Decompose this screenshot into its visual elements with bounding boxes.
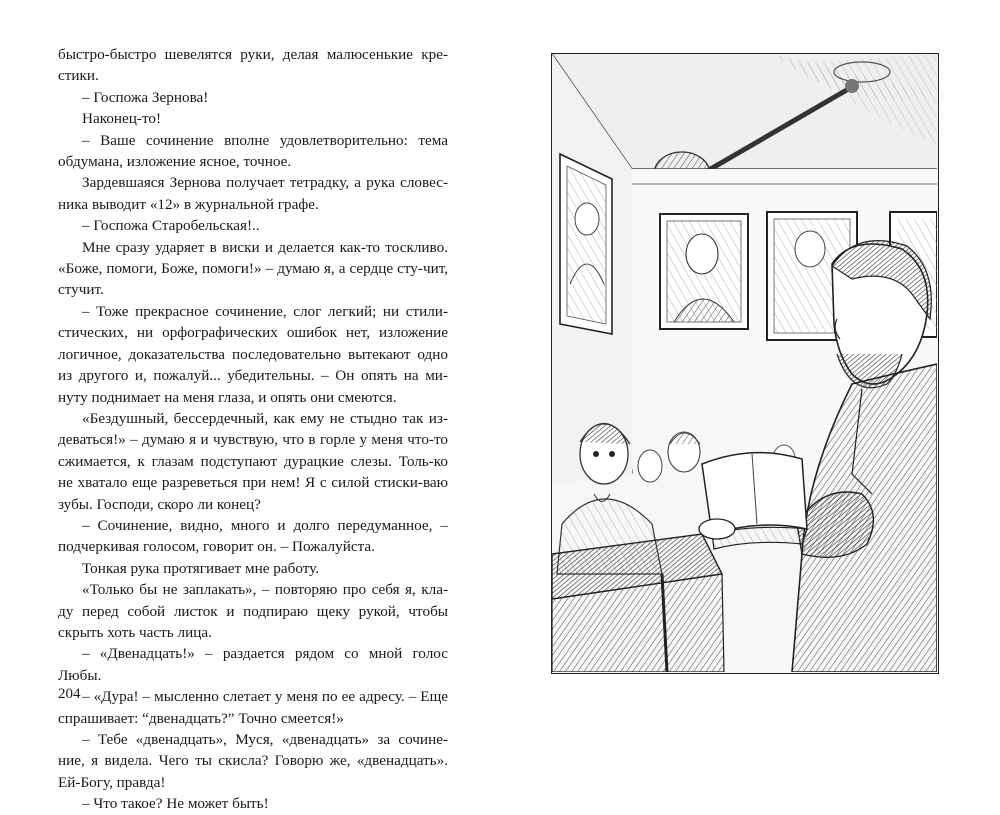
- paragraph: – Тебе «двенадцать», Муся, «двенадцать» за сочине-ние, я видела. Чего ты скисла? Говорю же, «двенадцать». Ей-Богу, правда!: [58, 731, 448, 791]
- left-page-text: [58, 44, 448, 815]
- classroom-sketch: [552, 54, 937, 672]
- paragraph: – «Двенадцать!» – раздается рядом со мной голос Любы.: [58, 645, 448, 684]
- paragraph: – Тоже прекрасное сочинение, слог легкий; ни стили-стических, ни орфографических ошибок нет, изложение логичное, доказательства последовательно вытекают одно из другого и, пожалуй... убедительны. – Он опять на ми-нуту поднимает на меня глаза, и опять они смеются.: [58, 302, 448, 406]
- paragraph: – Ваше сочинение вполне удовлетворительно: тема обдумана, изложение ясное, точное.: [58, 131, 448, 171]
- paragraph: «Бездушный, бессердечный, как ему не стыдно так из-деваться!» – думаю я и чувствую, что в горле у меня что-то сжимается, к глазам подступают дурацкие слезы. Толь-ко не хватало еще разреветься при нем! Я с силой стиски-ваю зубы. Господи, скоро ли конец?: [58, 409, 448, 513]
- paragraph: Тонкая рука протягивает мне работу.: [82, 559, 320, 577]
- page-number: 204: [58, 686, 81, 702]
- paragraph: Зардевшаяся Зернова получает тетрадку, а рука словес-ника выводит «12» в журнальной графе.: [58, 174, 448, 213]
- paragraph: Мне сразу ударяет в виски и делается как-то тоскливо. «Боже, помоги, Боже, помоги!» – думаю я, а сердце сту-чит, стучит.: [58, 238, 448, 299]
- paragraph: быстро-быстро шевелятся руки, делая малюсенькие кре-стики.: [58, 46, 448, 85]
- paragraph: – Госпожа Зернова!: [82, 88, 209, 106]
- desks: [552, 534, 724, 672]
- portrait-left: [560, 154, 612, 334]
- illustration: [551, 53, 939, 674]
- paragraph: – Что такое? Не может быть!: [82, 795, 269, 813]
- paragraph: Наконец-то!: [82, 110, 162, 128]
- portrait-center: [660, 214, 748, 329]
- paragraph: – Госпожа Старобельская!..: [82, 217, 260, 235]
- paragraph: – Сочинение, видно, много и долго передуманное, – подчеркивая голосом, говорит он. – Пожалуйста.: [58, 516, 448, 556]
- paragraph: «Только бы не заплакать», – повторяю про себя я, кла-ду перед собой листок и подпираю щеку рукой, чтобы скрыть хоть часть лица.: [58, 581, 448, 641]
- paragraph: – «Дура! – мысленно слетает у меня по ее адресу. – Еще спрашивает: “двенадцать?” Точно смеется!»: [58, 688, 448, 727]
